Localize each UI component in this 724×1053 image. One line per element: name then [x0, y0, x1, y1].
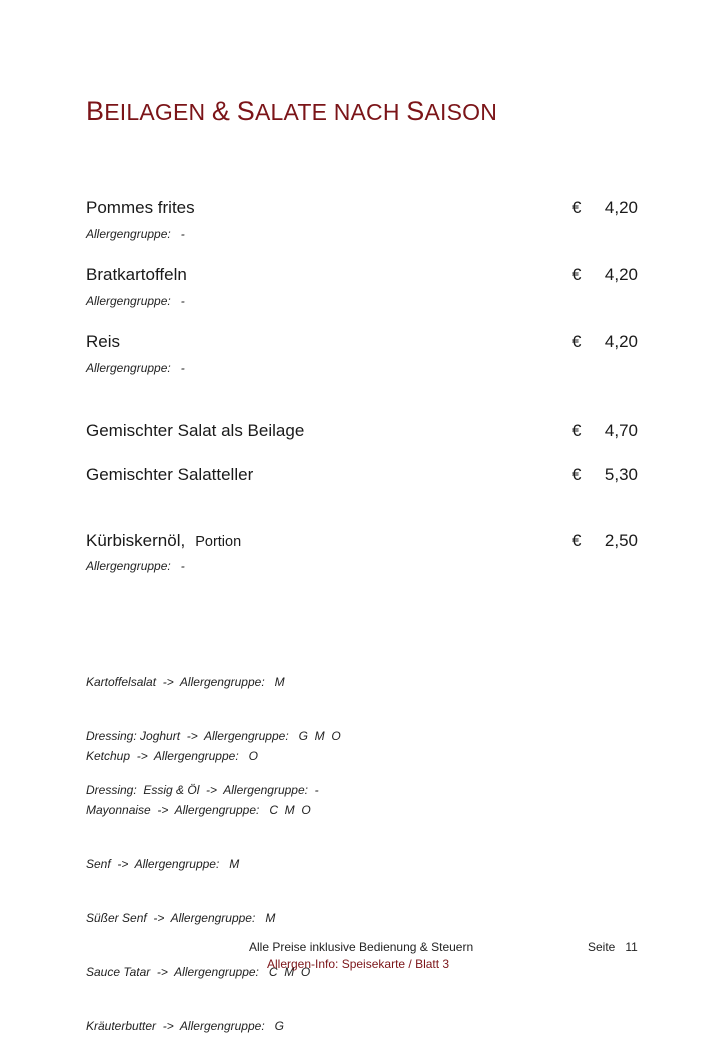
item-name: [86, 198, 195, 218]
note-line: Senf -> Allergengruppe: M: [86, 857, 240, 871]
item-name: [86, 531, 241, 551]
item-name: [86, 421, 304, 441]
item-allergen: Allergengruppe: -: [86, 361, 185, 375]
note-line: Ketchup -> Allergengruppe: O: [86, 749, 258, 763]
note-line: Kartoffelsalat -> Allergengruppe: M: [86, 675, 285, 689]
menu-item: [86, 421, 638, 445]
item-portion: Portion: [195, 534, 242, 550]
item-name-text: Bratkartoffeln: [86, 265, 187, 284]
item-allergen: Allergengruppe: -: [86, 227, 185, 241]
item-name-text: Pommes frites: [86, 198, 195, 217]
item-price: 4,20: [604, 198, 638, 217]
note-line: Sauce Tatar -> Allergengruppe: C M O: [86, 965, 311, 979]
title-ampersand: &: [211, 96, 231, 126]
currency-symbol: €: [572, 465, 582, 484]
note-line: Dressing: Essig & Öl -> Allergengruppe: -: [86, 783, 319, 797]
allergen-notes-sauces: [86, 711, 311, 1053]
footer-price-note: Alle Preise inklusive Bedienung & Steuern: [249, 940, 474, 954]
page-number: Seite 11: [588, 940, 638, 954]
item-name: [86, 465, 253, 485]
title-initial: S: [236, 96, 255, 126]
item-allergen: Allergengruppe: -: [86, 559, 185, 573]
menu-item: [86, 265, 638, 289]
item-name: [86, 332, 120, 352]
item-name-text: Kürbiskernöl,: [86, 531, 186, 550]
item-allergen: Allergengruppe: -: [86, 294, 185, 308]
menu-item: [86, 465, 638, 489]
menu-item: [86, 332, 638, 356]
menu-item: [86, 198, 638, 222]
footer-allergen-info: Allergen-Info: Speisekarte / Blatt 3: [267, 957, 450, 971]
title-text: ALATE NACH: [254, 99, 400, 125]
item-price: 4,20: [604, 265, 638, 284]
item-name-text: Gemischter Salatteller: [86, 465, 254, 484]
item-price: 5,30: [604, 465, 638, 484]
note-line: Süßer Senf -> Allergengruppe: M: [86, 911, 276, 925]
currency-symbol: €: [572, 332, 582, 351]
note-line: Dressing: Joghurt -> Allergengruppe: G M O: [86, 729, 341, 743]
title-initial: S: [406, 96, 425, 126]
title-text: AISON: [424, 99, 498, 125]
title-initial: B: [86, 96, 105, 126]
item-price: 2,50: [604, 531, 638, 550]
currency-symbol: €: [572, 531, 582, 550]
note-line: Kräuterbutter -> Allergengruppe: G: [86, 1019, 284, 1033]
item-price: 4,20: [604, 332, 638, 351]
menu-item: [86, 531, 638, 555]
item-name-text: Reis: [86, 332, 121, 351]
note-line: Mayonnaise -> Allergengruppe: C M O: [86, 803, 311, 817]
item-name: [86, 265, 187, 285]
currency-symbol: €: [572, 198, 582, 217]
item-name-text: Gemischter Salat als Beilage: [86, 421, 305, 440]
currency-symbol: €: [572, 421, 582, 440]
title-text: EILAGEN: [104, 99, 206, 125]
page-title: [86, 96, 497, 127]
currency-symbol: €: [572, 265, 582, 284]
item-price: 4,70: [604, 421, 638, 440]
